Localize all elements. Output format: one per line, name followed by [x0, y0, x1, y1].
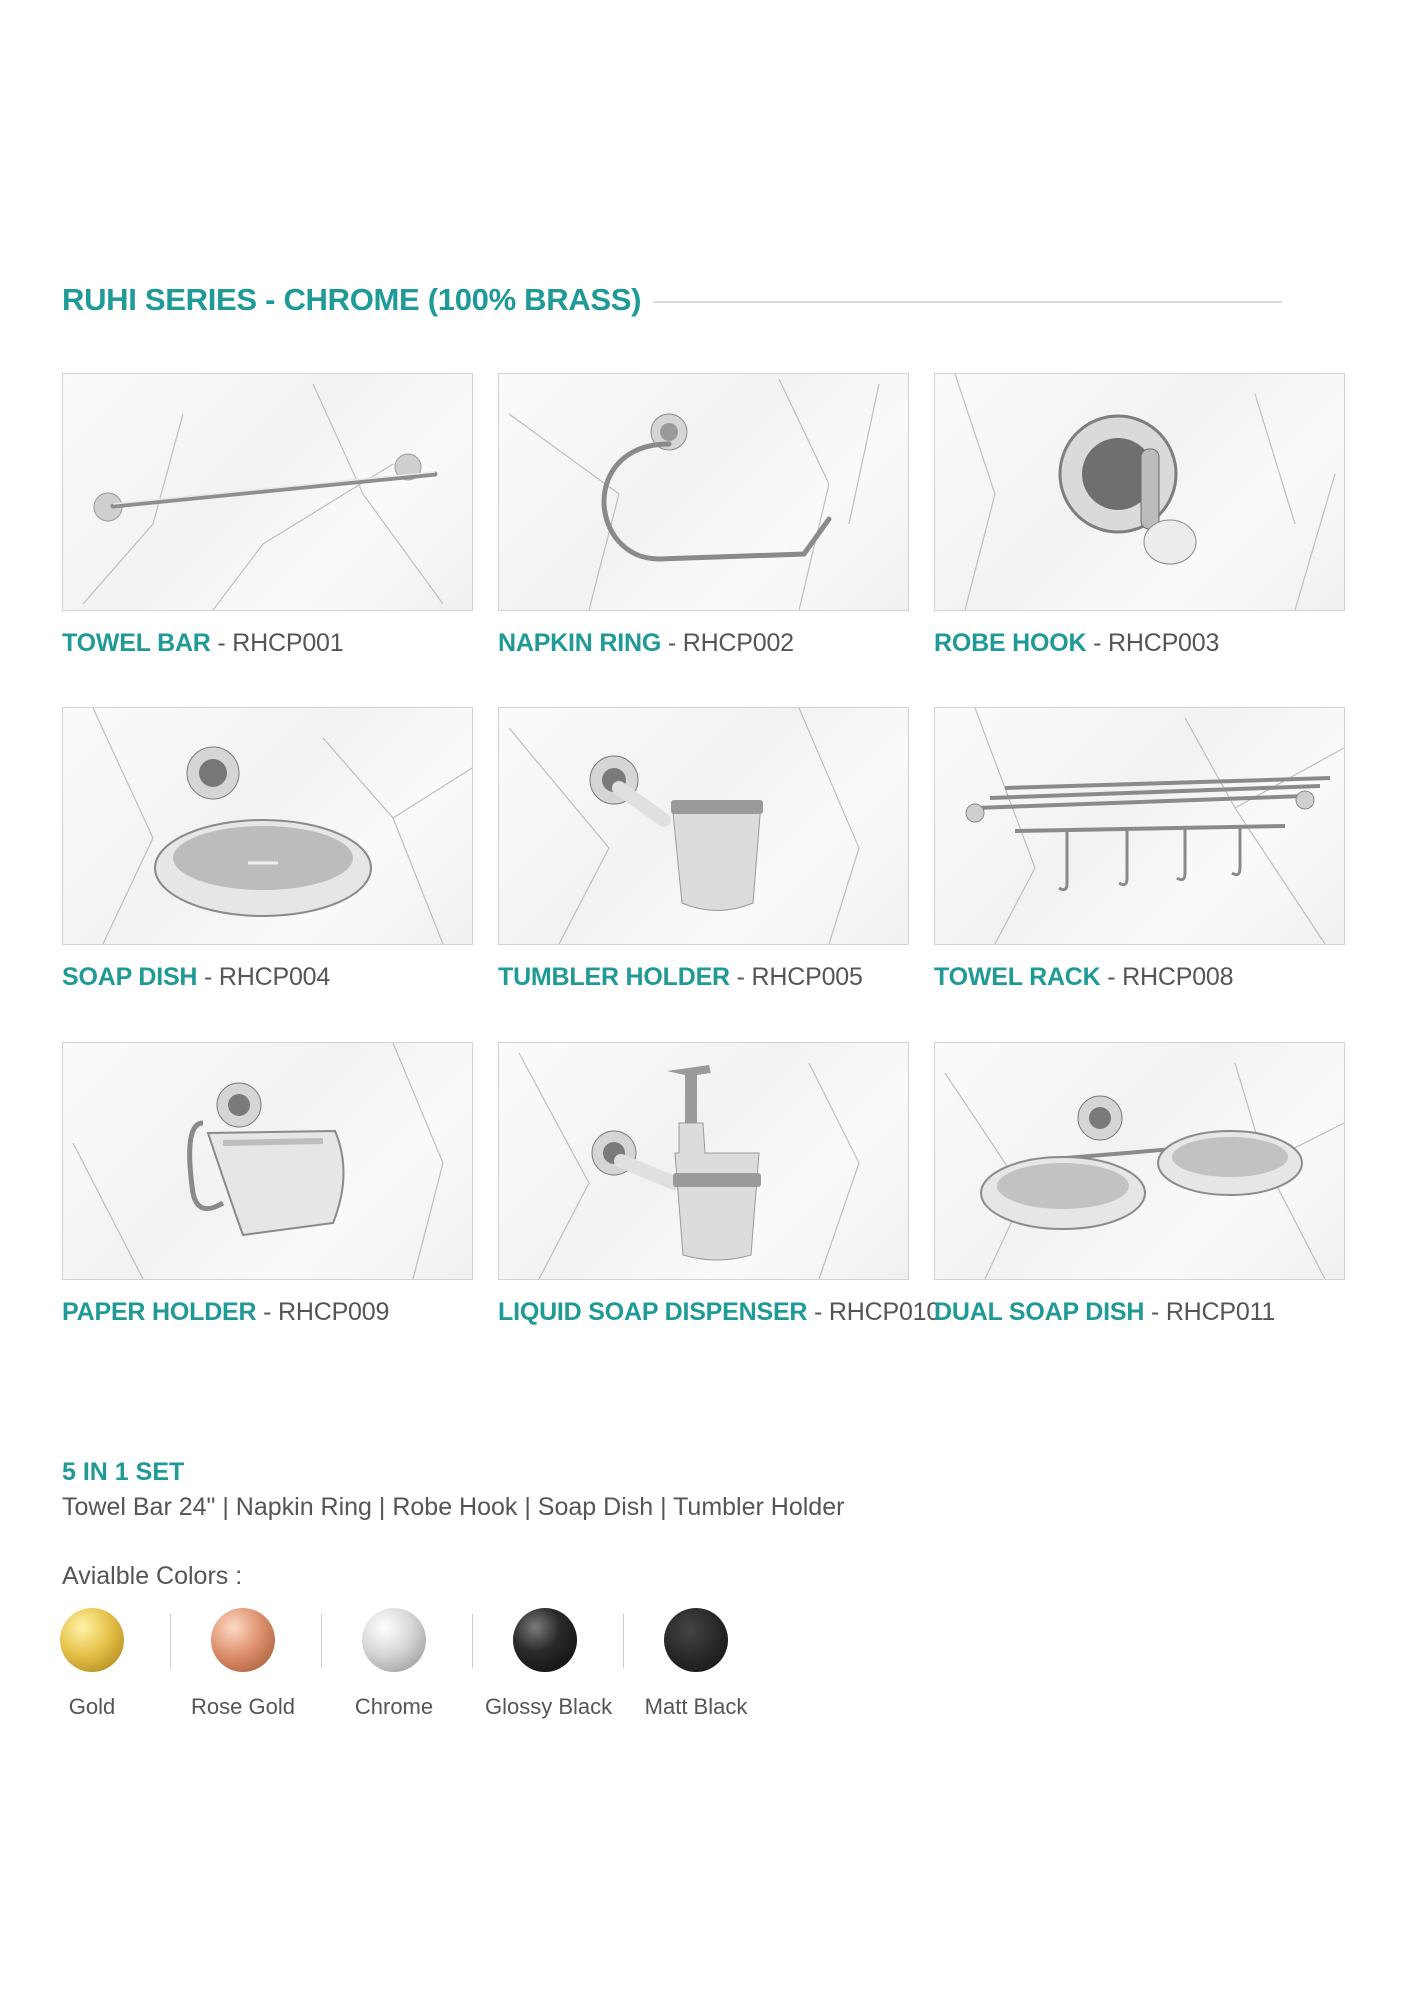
paper-holder-icon	[63, 1043, 472, 1279]
rose-gold-swatch-icon	[211, 1608, 275, 1672]
product-photo	[934, 1042, 1345, 1280]
product-name: LIQUID SOAP DISPENSER	[498, 1298, 808, 1326]
set-section	[62, 1458, 844, 1522]
product-name: SOAP DISH	[62, 963, 198, 991]
product-code: RHCP009	[278, 1298, 390, 1326]
product-name: NAPKIN RING	[498, 629, 662, 657]
product-name: TOWEL RACK	[934, 963, 1101, 991]
product-photo	[934, 373, 1345, 611]
swatch-divider	[321, 1614, 322, 1668]
product-code: RHCP008	[1122, 963, 1234, 991]
product-name: TOWEL BAR	[62, 629, 211, 657]
product-name: PAPER HOLDER	[62, 1298, 257, 1326]
color-swatches	[62, 1608, 822, 1728]
color-swatch-matt-black[interactable]	[636, 1608, 756, 1720]
swatch-label: Matt Black	[644, 1694, 748, 1719]
matt-black-swatch-icon	[664, 1608, 728, 1672]
product-photo	[62, 1042, 473, 1280]
product-caption: NAPKIN RING - RHCP002	[498, 629, 794, 657]
swatch-label: Glossy Black	[485, 1694, 613, 1719]
product-card[interactable]	[62, 707, 473, 992]
dual-soap-dish-icon	[935, 1043, 1344, 1279]
set-items: Towel Bar 24" | Napkin Ring | Robe Hook | Soap Dish | Tumbler Holder	[62, 1493, 845, 1521]
product-caption: TOWEL RACK - RHCP008	[934, 963, 1234, 991]
color-swatch-gold[interactable]	[32, 1608, 152, 1720]
product-caption: TOWEL BAR - RHCP001	[62, 629, 344, 657]
color-swatch-chrome[interactable]	[334, 1608, 454, 1720]
product-caption: SOAP DISH - RHCP004	[62, 963, 331, 991]
product-card[interactable]	[498, 1042, 941, 1327]
colors-label: Avialble Colors :	[62, 1562, 243, 1590]
product-name: DUAL SOAP DISH	[934, 1298, 1145, 1326]
gold-swatch-icon	[60, 1608, 124, 1672]
napkin-ring-icon	[499, 374, 908, 610]
product-code: RHCP004	[218, 963, 331, 991]
product-code: RHCP011	[1165, 1298, 1276, 1326]
product-card[interactable]	[934, 373, 1345, 658]
tumbler-holder-icon	[499, 708, 908, 944]
soap-dispenser-icon	[499, 1043, 908, 1279]
swatch-divider	[472, 1614, 473, 1668]
product-card[interactable]	[498, 707, 909, 992]
product-code: RHCP010	[828, 1298, 941, 1326]
towel-bar-icon	[63, 374, 472, 610]
product-name: TUMBLER HOLDER	[498, 963, 730, 991]
product-name: ROBE HOOK	[934, 629, 1087, 657]
product-caption: PAPER HOLDER - RHCP009	[62, 1298, 390, 1326]
robe-hook-icon	[935, 374, 1344, 610]
swatch-divider	[170, 1614, 171, 1668]
product-photo	[934, 707, 1345, 945]
swatch-label: Chrome	[354, 1694, 434, 1719]
product-code: RHCP005	[751, 963, 863, 991]
product-photo	[62, 373, 473, 611]
product-photo	[498, 1042, 909, 1280]
swatch-divider	[623, 1614, 624, 1668]
product-caption: DUAL SOAP DISH - RHCP011	[934, 1298, 1276, 1326]
product-photo	[498, 373, 909, 611]
color-swatch-glossy-black[interactable]	[485, 1608, 613, 1720]
color-swatch-rose-gold[interactable]	[183, 1608, 303, 1720]
swatch-label: Rose Gold	[191, 1694, 295, 1719]
product-photo	[498, 707, 909, 945]
product-caption: LIQUID SOAP DISPENSER - RHCP010	[498, 1298, 941, 1326]
towel-rack-icon	[935, 708, 1344, 944]
glossy-black-swatch-icon	[513, 1608, 577, 1672]
product-photo	[62, 707, 473, 945]
product-card[interactable]	[934, 707, 1345, 992]
swatch-label: Gold	[68, 1694, 116, 1719]
product-code: RHCP003	[1108, 629, 1220, 657]
product-card[interactable]	[62, 1042, 473, 1327]
product-caption: ROBE HOOK - RHCP003	[934, 629, 1220, 657]
product-card[interactable]	[934, 1042, 1345, 1327]
colors-section	[62, 1562, 748, 1719]
soap-dish-icon	[63, 708, 472, 944]
series-header	[62, 278, 1282, 322]
chrome-swatch-icon	[362, 1608, 426, 1672]
set-title: 5 IN 1 SET	[62, 1458, 185, 1486]
product-card[interactable]	[498, 373, 909, 658]
product-code: RHCP001	[232, 629, 344, 657]
page-title: RUHI SERIES - CHROME (100% BRASS)	[62, 282, 642, 317]
product-code: RHCP002	[682, 629, 794, 657]
product-caption: TUMBLER HOLDER - RHCP005	[498, 963, 863, 991]
product-card[interactable]	[62, 373, 473, 658]
title-rule	[653, 301, 1282, 303]
